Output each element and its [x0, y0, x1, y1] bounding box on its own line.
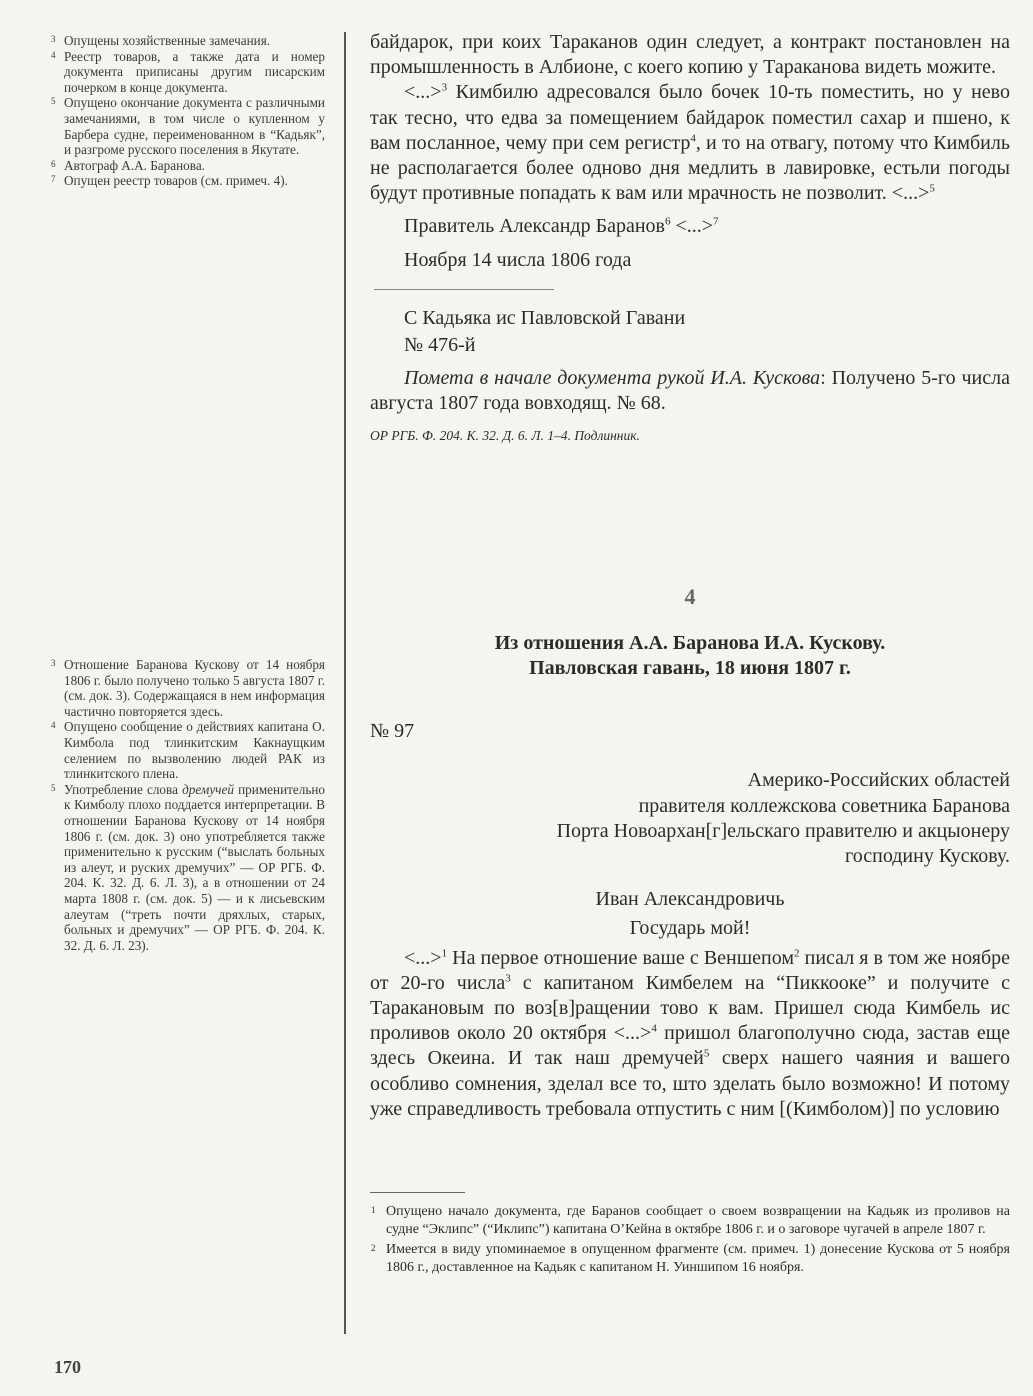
footnote-ref: 4 [690, 132, 696, 145]
signature: Правитель Александр Баранов$^6$ <...>$^7$ [404, 215, 719, 238]
margin-note: 3 Опущены хозяйственные замечания. [51, 33, 271, 48]
body-paragraph: <...>$^1$ На первое отношение ваше с Веншепом$^2$ писал я в том же ноябре от 20-го числа$^3$ с капитаном Кимбелем на “Пиккооке” и получите с Таракановым по воз[в]ращении тово к вам. Пришел сюда Кимбель ис проливов около 20 октября <...>$^4$ пришол благополучно сюда, застав еще здесь Океина. И так наш дремучей$^5$ сверх нашего чаяния и вашего особливо сомнения, зделал все то, што зделать было возможно! И потому уже справедливость требовала отпустить с ним [(Кимболом)] по условию [370, 946, 1011, 1120]
document-4 [370, 584, 1010, 1122]
address-header: Америко-Российских областей правителя коллежскова советника Баранова Порта Новоархан[г]ельскаго правителю и акцыонеру господину Кускову. [556, 769, 1010, 868]
margin-notes-top [50, 33, 325, 189]
margin-note: 3 Отношение Баранова Кускову от 14 ноября 1806 г. было получено только 5 августа 1807 г. (см. док. 3). Содержащаяся в нем информация частично повторяется здесь. [51, 657, 325, 719]
main-column [370, 30, 1010, 448]
column-divider [344, 32, 346, 1334]
margin-note: 6 Автограф А.А. Баранова. [51, 157, 205, 173]
registration-number: № 97 [370, 720, 415, 743]
margin-note: 5 Опущено окончание документа с различными замечаниями, в том числе о купленном у Барбера судне, переименованном в “Кадьяк”, и разгроме русского поселения в Якутате. [51, 95, 325, 158]
footnotes [370, 1192, 1010, 1276]
footnote: 1 Опущено начало документа, где Баранов сообщает о своем возвращении на Кадьяк из проливов на судне “Эклипс” (“Иклипс”) капитана О’Кейна в октябре 1806 г. и о заговоре чугачей в апреле 1807 г. [371, 1204, 1010, 1237]
margin-note: 4 Опущено сообщение о действиях капитана О. Кимбола под тлинкитским Какнаущким селением по вызволению людей РАК из тлинкитского плена. [51, 719, 325, 782]
document-date: Ноября 14 числа 1806 года [404, 248, 632, 271]
margin-notes-bottom [50, 657, 325, 953]
archive-reference: ОР РГБ. Ф. 204. К. 32. Д. 6. Л. 1–4. Подлинник. [370, 427, 640, 443]
document-title: Из отношения А.А. Баранова И.А. Кускову. Павловская гавань, 18 июня 1807 г. [494, 632, 886, 680]
footnote-rule [370, 1192, 465, 1193]
footnote-ref: 5 [929, 182, 935, 195]
margin-note: 7 Опущен реестр товаров (см. примеч. 4). [51, 173, 288, 189]
body-paragraph: <...>$^3$ Кимбилю адресовался было бочек 10-ть поместить, но у нево так тесно, что едва за помещением байдарок поместил сахар и пшено, к вам посланное, чему при сем регистр$^4$, и то на отвагу, потому что Кимбиль не располагается более одново дня медлить в лавировке, естьли погоды будут противные попадать к вам или мрачность не позволит. <...>$^5$ [370, 81, 1010, 205]
document-number: № 476-й [404, 334, 476, 357]
short-rule [374, 289, 554, 290]
margin-note: 4 Реестр товаров, а также дата и номер документа приписаны другим писарским почерком в конце документа. [51, 48, 325, 95]
document-number-heading: 4 [684, 584, 696, 609]
salutation: Иван Александровичь Государь мой! [595, 888, 785, 940]
document-origin: С Кадьяка ис Павловской Гавани [404, 306, 686, 329]
page-number: 170 [54, 1357, 81, 1377]
footnote: 2 Имеется в виду упоминаемое в опущенном фрагменте (см. примеч. 1) донесение Кускова от 5 ноября 1806 г., доставленное на Кадьяк с капитаном Н. Уиншипом 16 ноября. [371, 1242, 1010, 1275]
margin-note: 5 Употребление слова дремучей применительно к Кимболу плохо поддается интерпретации. В отношении Баранова Кускову от 14 ноября 1806 г. (см. док. 3) оно употребляется также применительно к русским (“выслать больных из алеут, и руских дремучих” — ОР РГБ. Ф. 204. К. 32. Д. 6. Л. 3), а в отношении от 24 марта 1808 г. (см. док. 5) — и к лисьевским алеутам (“треть почти дряхлых, старых, больных и дремучих” — ОР РГБ. Ф. 204. К. 32. Д. 6. Л. 23). [51, 781, 325, 953]
body-paragraph: байдарок, при коих Тараканов один следует, а контракт постановлен на промышленность в Албионе, с коего копию у Тараканова видеть можите. [370, 31, 1010, 79]
footnote-ref: 3 [441, 81, 448, 94]
annotation-paragraph: Помета в начале документа рукой И.А. Кускова: Получено 5-го числа августа 1807 года вовходящ. № 68. [370, 367, 1010, 415]
